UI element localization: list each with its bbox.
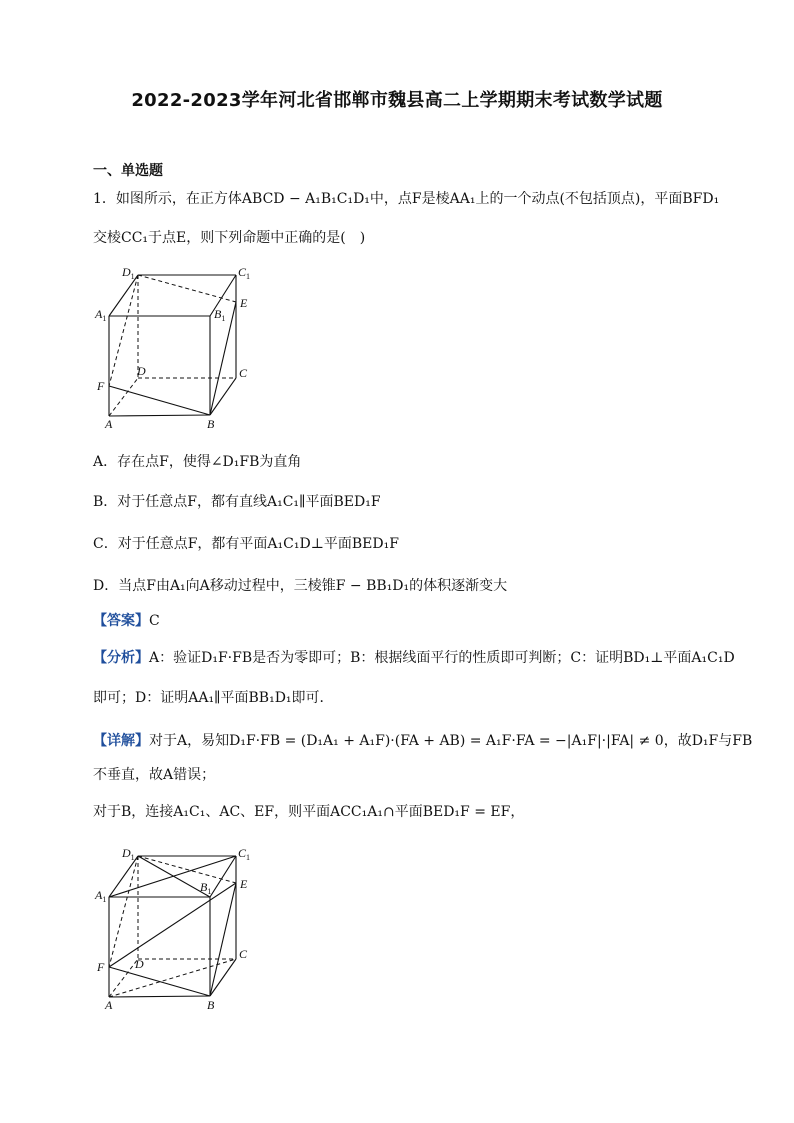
analysis-text-1: A：验证D₁F·FB是否为零即可；B：根据线面平行的性质即可判断；C：证明BD₁⊥平面A₁C₁D (149, 650, 735, 666)
option-A: A．存在点F，使得∠D₁FB为直角 (93, 454, 302, 470)
answer-tag: 【答案】 (93, 613, 149, 629)
label-A1: $A_1$ (95, 307, 107, 323)
label-A: A (105, 417, 113, 431)
label2-D: D (135, 957, 144, 971)
label2-B: B (207, 998, 215, 1012)
label-B: B (207, 417, 215, 431)
analysis-line-2: 即可；D：证明AA₁∥平面BB₁D₁即可． (93, 690, 334, 706)
label2-F: F (97, 960, 105, 974)
analysis-tag: 【分析】 (93, 650, 149, 666)
detail-line-1 (93, 731, 752, 751)
label2-A: A (105, 998, 113, 1012)
label-F: F (97, 379, 105, 393)
label-B1: $B_1$ (214, 307, 226, 323)
detail-text-1: 对于A，易知D₁F·FB = (D₁A₁ + A₁F)·(FA + AB) = A₁F·FA = −|A₁F|·|FA| ≠ 0，故D₁F与FB (149, 733, 753, 749)
question-line-2: 交棱CC₁于点E，则下列命题中正确的是( ) (93, 230, 366, 246)
page-title: 2022-2023学年河北省邯郸市魏县高二上学期期末考试数学试题 (131, 90, 663, 111)
section-heading: 一、单选题 (93, 163, 163, 179)
label-E: E (240, 296, 248, 310)
option-C: C．对于任意点F，都有平面A₁C₁D⊥平面BED₁F (93, 536, 399, 552)
detail-line-2: 不垂直，故A错误； (93, 767, 216, 783)
cube-figure-2 (90, 843, 260, 1013)
label-C1: $C_1$ (238, 265, 251, 281)
answer-line (93, 611, 160, 631)
question-line-1: 1．如图所示，在正方体ABCD − A₁B₁C₁D₁中，点F是棱AA₁上的一个动点(不包括顶点)，平面BFD₁ (93, 191, 720, 207)
label2-A1: $A_1$ (95, 888, 107, 904)
label-D: D (137, 364, 146, 378)
option-D: D．当点F由A₁向A移动过程中，三棱锥F − BB₁D₁的体积逐渐变大 (93, 578, 508, 594)
label2-D1: $D_1$ (122, 846, 135, 862)
analysis-line-1 (93, 648, 735, 668)
detail-line-3: 对于B，连接A₁C₁、AC、EF，则平面ACC₁A₁∩平面BED₁F = EF， (93, 804, 525, 820)
label-D1: $D_1$ (122, 265, 135, 281)
option-B: B．对于任意点F，都有直线A₁C₁∥平面BED₁F (93, 494, 381, 510)
label-C: C (239, 366, 248, 380)
label2-B1: $B_1$ (200, 880, 212, 896)
label2-C1: $C_1$ (238, 846, 251, 862)
answer-value: C (149, 613, 160, 629)
detail-tag: 【详解】 (93, 733, 149, 749)
label2-C: C (239, 947, 248, 961)
cube-figure-1 (90, 262, 260, 432)
label2-E: E (240, 877, 248, 891)
